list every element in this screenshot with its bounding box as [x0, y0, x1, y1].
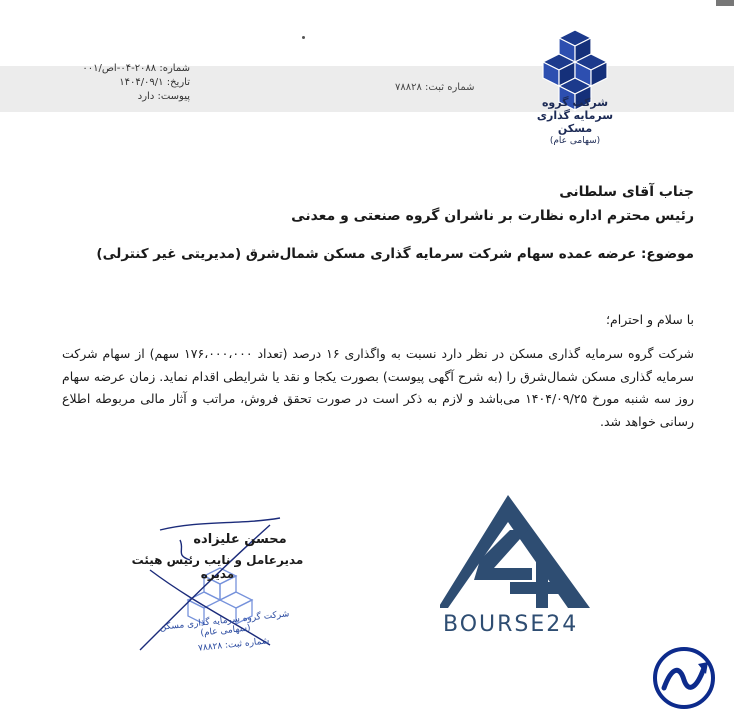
letter-number: شماره: ۲۰۸۸-۰۴-اص/۰۰۱: [82, 63, 190, 74]
stamp-text: شرکت گروه سرمایه گذاری مسکن (سهامی عام): [159, 609, 290, 639]
greeting: با سلام و احترام؛: [606, 312, 694, 327]
bourse24-logo-icon: [440, 490, 600, 620]
letter-attachment: پیوست: دارد: [137, 91, 190, 102]
letter-subject: موضوع: عرضه عمده سهام شرکت سرمایه گذاری مسکن شمال‌شرق (مدیریتی غیر کنترلی): [96, 246, 694, 262]
recipient-block: [94, 180, 694, 228]
letter-date: تاریخ: ۱۴۰۴/۰۹/۱: [119, 77, 190, 88]
signer-name: محسن علیزاده: [193, 532, 287, 547]
registration-number: شماره ثبت: ۷۸۸۲۸: [395, 82, 475, 93]
page-corner-mark: [716, 0, 734, 6]
stamp-registration: شماره ثبت: ۷۸۸۲۸: [197, 636, 270, 654]
letter-meta: [70, 62, 190, 104]
signer-title: مدیرعامل و نایب رئیس هیئت مدیره: [131, 553, 304, 581]
recipient-title: رئیس محترم اداره نظارت بر ناشران گروه صنعتی و معدنی: [291, 208, 694, 224]
company-name: شرکت گروه سرمایه گذاری مسکن (سهامی عام): [536, 96, 614, 146]
letter-body: شرکت گروه سرمایه گذاری مسکن در نظر دارد نسبت به واگذاری ۱۶ درصد (تعداد ۱۷۶،۰۰۰،۰۰۰ سهم) از سهام شرکت سرمایه گذاری مسکن شمال‌شرق را (به شرح آگهی پیوست) بصورت یکجا و نقد یا شرایطی اقدام نماید. زمان عرضه سهام روز سه شنبه مورخ ۱۴۰۴/۰۹/۲۵ می‌باشد و لازم به ذکر است در صورت تحقق فروش، مراتب و آثار مالی مربوطه اطلاع رسانی خواهد شد.: [62, 346, 694, 429]
trend-arrow-icon: [652, 646, 716, 710]
recipient-name: جناب آقای سلطانی: [559, 184, 694, 200]
scan-dot: [302, 36, 305, 39]
watermark-text: BOURSE24: [443, 612, 579, 637]
